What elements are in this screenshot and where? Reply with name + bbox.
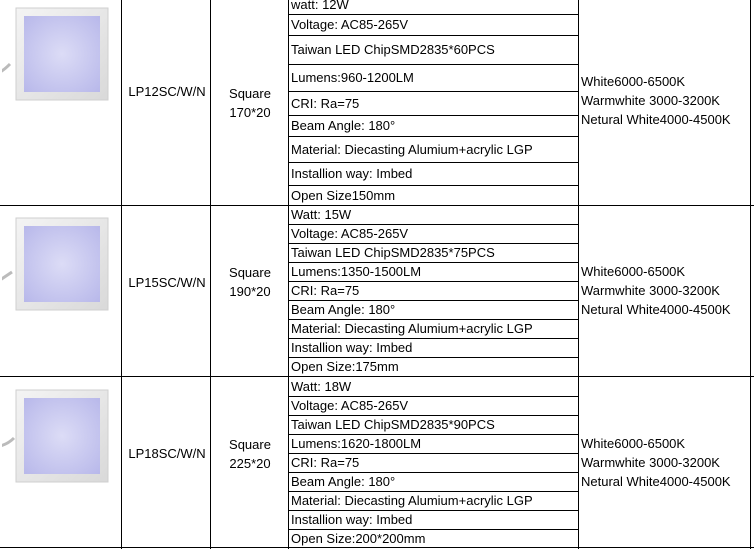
spec-beam-angle: Beam Angle: 180° xyxy=(291,302,396,317)
color-temp: Netural White4000-4500K xyxy=(581,112,731,127)
spec-open-size: Open Size:200*200mm xyxy=(291,531,426,546)
spec-open-size: Open Size:175mm xyxy=(291,359,399,374)
spec-divider xyxy=(288,472,578,473)
row-divider xyxy=(0,547,754,548)
spec-installation: Installion way: Imbed xyxy=(291,166,413,181)
product-image xyxy=(2,386,120,486)
spec-divider xyxy=(288,224,578,225)
spec-material: Material: Diecasting Alumium+acrylic LGP xyxy=(291,321,533,336)
spec-cri: CRI: Ra=75 xyxy=(291,455,360,470)
spec-material: Material: Diecasting Alumium+acrylic LGP xyxy=(291,142,533,157)
product-image xyxy=(2,4,120,104)
color-temp: White6000-6500K xyxy=(581,264,686,279)
spec-divider xyxy=(288,491,578,492)
color-temp: Netural White4000-4500K xyxy=(581,302,731,317)
size-label: 170*20 xyxy=(229,105,271,120)
spec-divider xyxy=(288,319,578,320)
spec-divider xyxy=(288,35,578,36)
spec-divider xyxy=(288,162,578,163)
row-divider xyxy=(0,205,754,206)
spec-divider xyxy=(288,338,578,339)
spec-divider xyxy=(288,415,578,416)
product-image xyxy=(2,214,120,314)
row-divider xyxy=(0,376,754,377)
model-code: LP18SC/W/N xyxy=(128,446,206,461)
spec-lumens: Lumens:1620-1800LM xyxy=(291,436,422,451)
spec-beam-angle: Beam Angle: 180° xyxy=(291,118,396,133)
spec-chip: Taiwan LED ChipSMD2835*90PCS xyxy=(291,417,495,432)
spec-watt: watt: 12W xyxy=(291,0,349,12)
shape-label: Square xyxy=(229,86,271,101)
spec-divider xyxy=(288,91,578,92)
spec-divider xyxy=(288,510,578,511)
spec-divider xyxy=(288,115,578,116)
spec-divider xyxy=(288,357,578,358)
spec-chip: Taiwan LED ChipSMD2835*75PCS xyxy=(291,245,495,260)
spec-lumens: Lumens:1350-1500LM xyxy=(291,264,422,279)
col-divider xyxy=(288,0,289,549)
spec-divider xyxy=(288,529,578,530)
shape-label: Square xyxy=(229,265,271,280)
spec-installation: Installion way: Imbed xyxy=(291,340,413,355)
spec-divider xyxy=(288,243,578,244)
col-divider xyxy=(578,0,579,549)
spec-open-size: Open Size150mm xyxy=(291,188,396,203)
spec-material: Material: Diecasting Alumium+acrylic LGP xyxy=(291,493,533,508)
spec-divider xyxy=(288,434,578,435)
model-code: LP12SC/W/N xyxy=(128,84,206,99)
spec-divider xyxy=(288,262,578,263)
spec-chip: Taiwan LED ChipSMD2835*60PCS xyxy=(291,42,495,57)
spec-voltage: Voltage: AC85-265V xyxy=(291,398,409,413)
color-temp: White6000-6500K xyxy=(581,74,686,89)
color-temp: Warmwhite 3000-3200K xyxy=(581,455,720,470)
spec-installation: Installion way: Imbed xyxy=(291,512,413,527)
spec-divider xyxy=(288,185,578,186)
model-code: LP15SC/W/N xyxy=(128,275,206,290)
spec-divider xyxy=(288,281,578,282)
color-temp: Warmwhite 3000-3200K xyxy=(581,283,720,298)
spec-divider xyxy=(288,453,578,454)
spec-voltage: Voltage: AC85-265V xyxy=(291,226,409,241)
col-divider xyxy=(210,0,211,549)
spec-divider xyxy=(288,396,578,397)
spec-divider xyxy=(288,136,578,137)
shape-label: Square xyxy=(229,437,271,452)
spec-watt: Watt: 15W xyxy=(291,207,352,222)
size-label: 225*20 xyxy=(229,456,271,471)
color-temp: Warmwhite 3000-3200K xyxy=(581,93,720,108)
color-temp: White6000-6500K xyxy=(581,436,686,451)
spec-divider xyxy=(288,14,578,15)
col-divider xyxy=(121,0,122,549)
spec-cri: CRI: Ra=75 xyxy=(291,96,360,111)
spec-divider xyxy=(288,64,578,65)
spec-cri: CRI: Ra=75 xyxy=(291,283,360,298)
color-temp: Netural White4000-4500K xyxy=(581,474,731,489)
col-divider xyxy=(750,0,751,549)
spec-lumens: Lumens:960-1200LM xyxy=(291,70,414,85)
spec-watt: Watt: 18W xyxy=(291,379,352,394)
spec-beam-angle: Beam Angle: 180° xyxy=(291,474,396,489)
spec-voltage: Voltage: AC85-265V xyxy=(291,17,409,32)
spec-divider xyxy=(288,300,578,301)
size-label: 190*20 xyxy=(229,284,271,299)
